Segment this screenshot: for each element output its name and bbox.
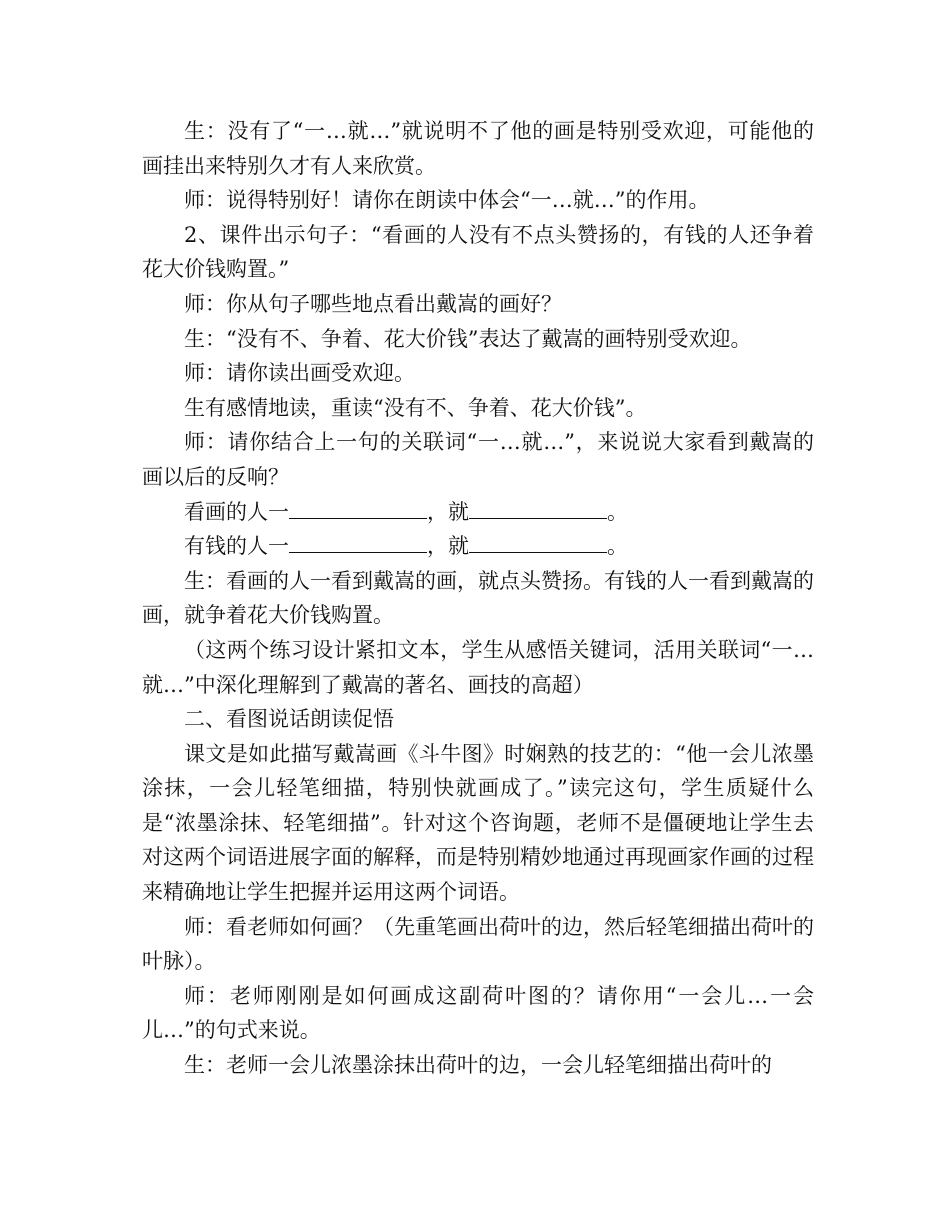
- commentary-paragraph: （这两个练习设计紧扣文本，学生从感悟关键词，活用关联词“一…就…”中深化理解到了戴嵩的著名、画技的高超）: [142, 637, 814, 697]
- paragraph: 师：老师刚刚是如何画成这副荷叶图的？请你用“一会儿…一会儿…”的句式来说。: [142, 983, 814, 1043]
- paragraph: 师：请你读出画受欢迎。: [184, 361, 415, 386]
- fill-line-start: 看画的人一: [184, 499, 289, 524]
- fill-line-middle: ，就: [427, 534, 469, 559]
- fill-in-line: [142, 529, 814, 564]
- fill-blank: [289, 532, 427, 553]
- fill-in-line: [142, 495, 814, 530]
- paragraph: 师：看老师如何画？（先重笔画出荷叶的边，然后轻笔细描出荷叶的叶脉）。: [142, 914, 814, 974]
- paragraph: 生：看画的人一看到戴嵩的画，就点头赞扬。有钱的人一看到戴嵩的画，就争着花大价钱购置。: [142, 568, 814, 628]
- paragraph: 师：说得特别好！请你在朗读中体会“一…就…”的作用。: [184, 188, 710, 213]
- paragraph: 课文是如此描写戴嵩画《斗牛图》时娴熟的技艺的：“他一会儿浓墨涂抹，一会儿轻笔细描，特别快就画成了。”读完这句，学生质疑什么是“浓墨涂抹、轻笔细描”。针对这个咨询题，老师不是僵硬地让学生去对这两个词语进展字面的解释，而是特别精妙地通过再现画家作画的过程来精确地让学生把握并运用这两个词语。: [142, 741, 814, 905]
- paragraph: 生：老师一会儿浓墨涂抹出荷叶的边，一会儿轻笔细描出荷叶的: [184, 1053, 772, 1078]
- section-heading: 二、看图说话朗读促悟: [184, 707, 394, 732]
- paragraph: 师：请你结合上一句的关联词“一…就…”，来说说大家看到戴嵩的画以后的反响？: [142, 430, 814, 489]
- paragraph: 师：你从句子哪些地点看出戴嵩的画好？: [184, 291, 562, 316]
- fill-line-middle: ，就: [427, 499, 469, 524]
- paragraph: 2、课件出示句子：“看画的人没有不点头赞扬的，有钱的人还争着花大价钱购置。”: [142, 222, 814, 282]
- fill-line-end: 。: [607, 499, 628, 524]
- fill-blank: [289, 498, 427, 519]
- paragraph: 生有感情地读，重读“没有不、争着、花大价钱”。: [184, 395, 647, 420]
- paragraph: 生：“没有不、争着、花大价钱”表达了戴嵩的画特别受欢迎。: [184, 326, 752, 351]
- fill-blank: [469, 498, 607, 519]
- fill-line-end: 。: [607, 534, 628, 559]
- fill-blank: [469, 532, 607, 553]
- fill-line-start: 有钱的人一: [184, 534, 289, 559]
- document-body: [142, 114, 814, 1083]
- paragraph: 生：没有了“一…就…”就说明不了他的画是特别受欢迎，可能他的画挂出来特别久才有人来欣赏。: [142, 119, 814, 178]
